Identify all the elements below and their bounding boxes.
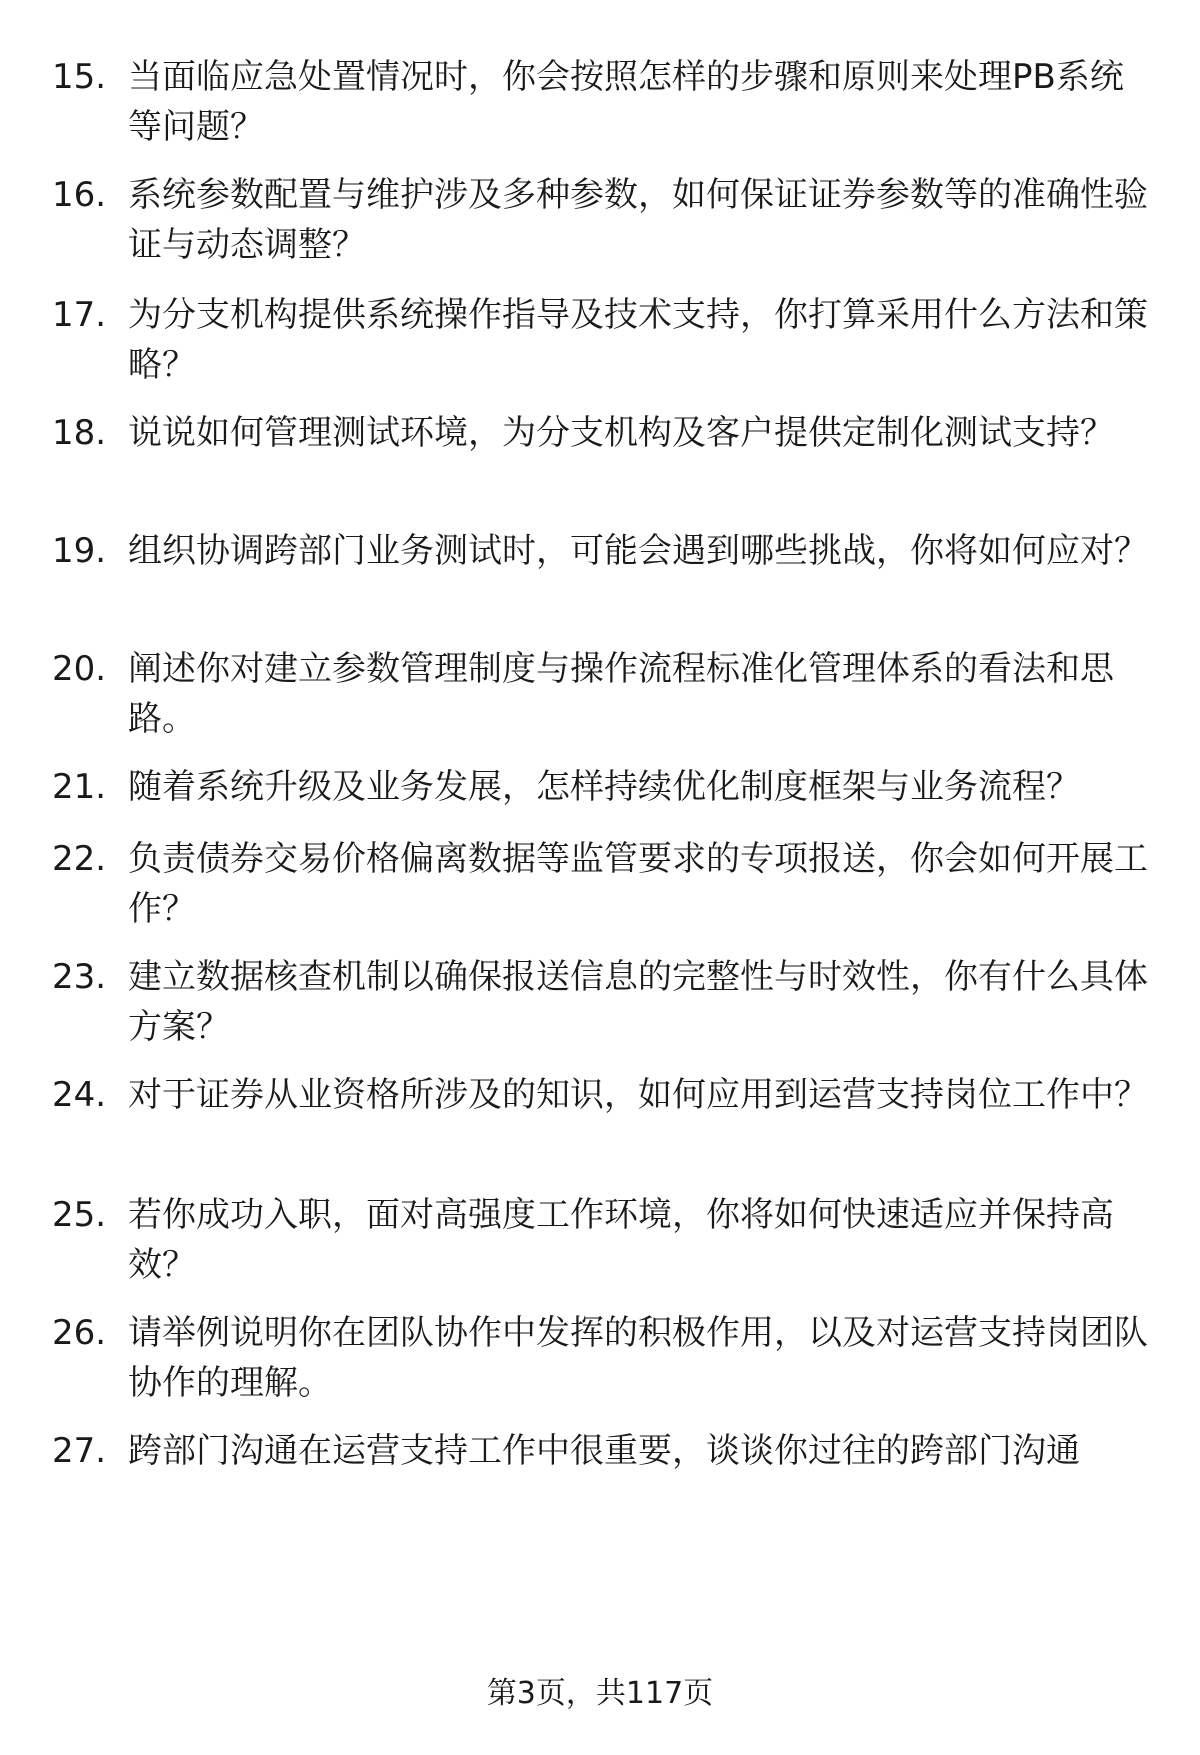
- question-number: 22.: [52, 839, 107, 879]
- question-text: 组织协调跨部门业务测试时，可能会遇到哪些挑战，你将如何应对？: [128, 531, 1148, 571]
- question-text: 说说如何管理测试环境，为分支机构及客户提供定制化测试支持？: [128, 413, 1114, 453]
- question-text: 跨部门沟通在运营支持工作中很重要，谈谈你过往的跨部门沟通: [128, 1431, 1080, 1471]
- question-text: 请举例说明你在团队协作中发挥的积极作用，以及对运营支持岗团队协作的理解。: [128, 1313, 1148, 1403]
- question-item: [52, 834, 1152, 934]
- question-item: [52, 52, 1152, 152]
- question-item: [52, 1190, 1152, 1290]
- question-text: 系统参数配置与维护涉及多种参数，如何保证证券参数等的准确性验证与动态调整？: [128, 175, 1148, 265]
- question-number: 26.: [52, 1313, 107, 1353]
- question-number: 19.: [52, 531, 107, 571]
- question-number: 21.: [52, 767, 107, 807]
- question-text: 为分支机构提供系统操作指导及技术支持，你打算采用什么方法和策略？: [128, 295, 1148, 385]
- question-item: [52, 170, 1152, 270]
- question-text: 对于证券从业资格所涉及的知识，如何应用到运营支持岗位工作中？: [128, 1075, 1148, 1115]
- question-number: 23.: [52, 957, 107, 997]
- question-number: 16.: [52, 175, 107, 215]
- question-item: [52, 644, 1152, 744]
- question-text: 随着系统升级及业务发展，怎样持续优化制度框架与业务流程？: [128, 767, 1080, 807]
- question-number: 18.: [52, 413, 107, 453]
- question-text: 当面临应急处置情况时，你会按照怎样的步骤和原则来处理PB系统等问题？: [128, 57, 1124, 147]
- question-item: [52, 408, 1152, 458]
- question-number: 25.: [52, 1195, 107, 1235]
- question-item: [52, 1308, 1152, 1408]
- question-number: 24.: [52, 1075, 107, 1115]
- question-text: 若你成功入职，面对高强度工作环境，你将如何快速适应并保持高效？: [128, 1195, 1114, 1285]
- question-item: [52, 952, 1152, 1052]
- question-number: 17.: [52, 295, 107, 335]
- question-item: [52, 1070, 1152, 1120]
- question-text: 负责债券交易价格偏离数据等监管要求的专项报送，你会如何开展工作？: [128, 839, 1148, 929]
- question-item: [52, 1426, 1152, 1476]
- question-text: 阐述你对建立参数管理制度与操作流程标准化管理体系的看法和思路。: [128, 649, 1114, 739]
- question-number: 15.: [52, 57, 107, 97]
- question-item: [52, 290, 1152, 390]
- question-item: [52, 762, 1152, 812]
- question-number: 20.: [52, 649, 107, 689]
- question-text: 建立数据核查机制以确保报送信息的完整性与时效性，你有什么具体方案？: [128, 957, 1148, 1047]
- question-item: [52, 526, 1152, 576]
- question-number: 27.: [52, 1431, 107, 1471]
- page-number-footer: 第3页，共117页: [486, 1676, 714, 1711]
